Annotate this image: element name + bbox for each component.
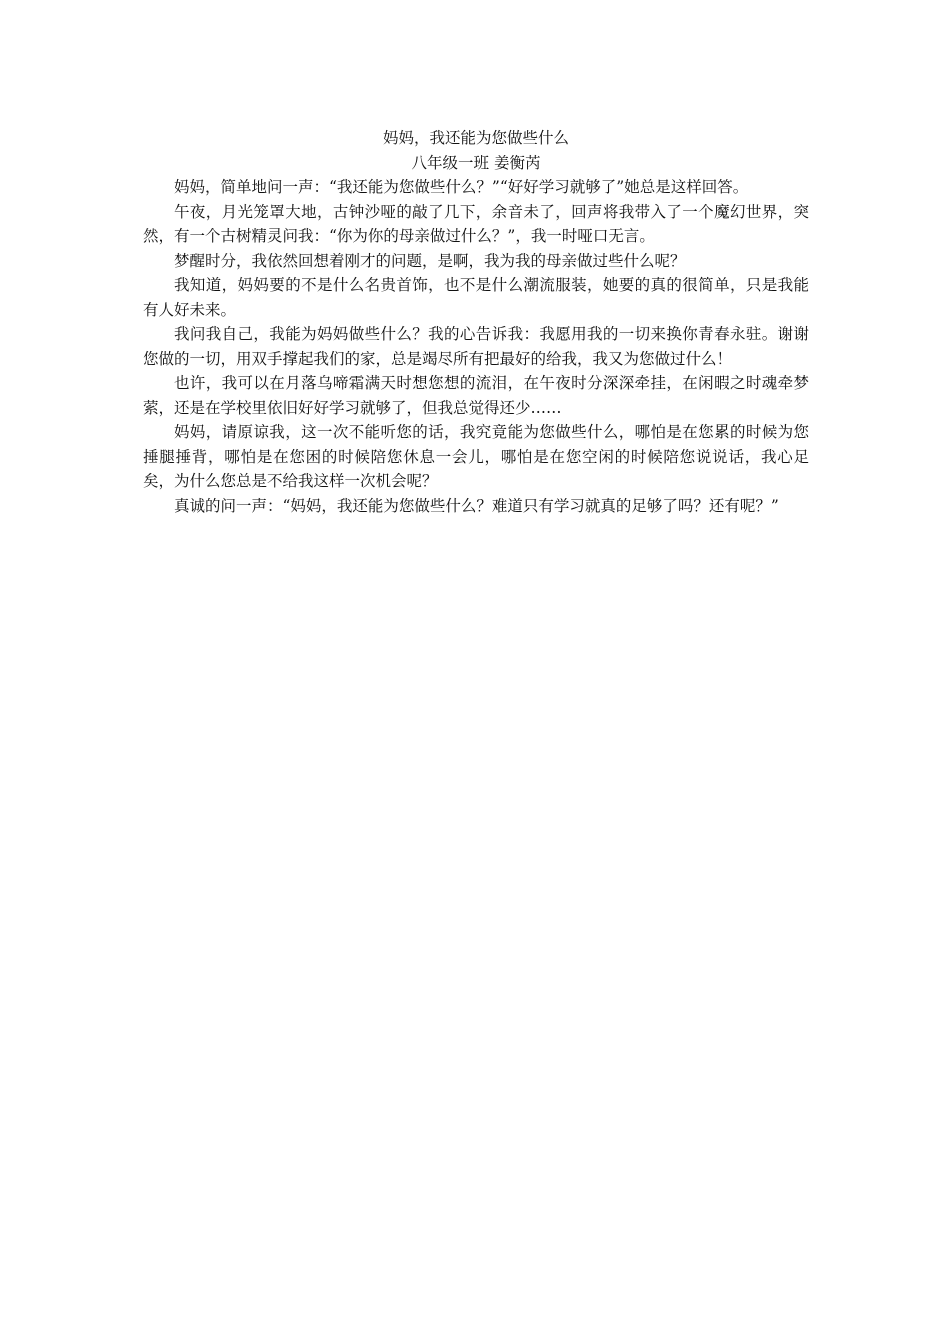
- paragraph: 梦醒时分，我依然回想着刚才的问题，是啊，我为我的母亲做过些什么呢？: [174, 251, 686, 270]
- paragraph: 我知道，妈妈要的不是什么名贵首饰，也不是什么潮流服装，她要的真的很简单，只是我能有人好未来。: [143, 276, 809, 319]
- paragraph: 也许，我可以在月落乌啼霜满天时想您想的流泪，在午夜时分深深牵挂，在闲暇之时魂牵梦萦，还是在学校里依旧好好学习就够了，但我总觉得还少……: [143, 374, 809, 417]
- paragraph: 午夜，月光笼罩大地，古钟沙哑的敲了几下，余音未了，回声将我带入了一个魔幻世界，突然，有一个古树精灵问我：“你为你的母亲做过什么？”，我一时哑口无言。: [143, 202, 809, 245]
- paragraph: 真诚的问一声：“妈妈，我还能为您做些什么？难道只有学习就真的足够了吗？还有呢？”: [174, 496, 779, 515]
- paragraph: 我问我自己，我能为妈妈做些什么？我的心告诉我：我愿用我的一切来换你青春永驻。谢谢您做的一切，用双手撑起我们的家，总是竭尽所有把最好的给我，我又为您做过什么！: [143, 325, 809, 368]
- document-title: 妈妈，我还能为您做些什么: [382, 129, 569, 147]
- document-author: 八年级一班 姜衡芮: [411, 153, 541, 172]
- paragraph: 妈妈，请原谅我，这一次不能听您的话，我究竟能为您做些什么，哪怕是在您累的时候为您捶腿捶背，哪怕是在您困的时候陪您休息一会儿，哪怕是在您空闲的时候陪您说说话，我心足矣，为什么您总是不给我这样一次机会呢？: [143, 423, 809, 490]
- document-body: [143, 126, 809, 518]
- paragraph: 妈妈，简单地问一声：“我还能为您做些什么？”“好好学习就够了”她总是这样回答。: [174, 178, 749, 196]
